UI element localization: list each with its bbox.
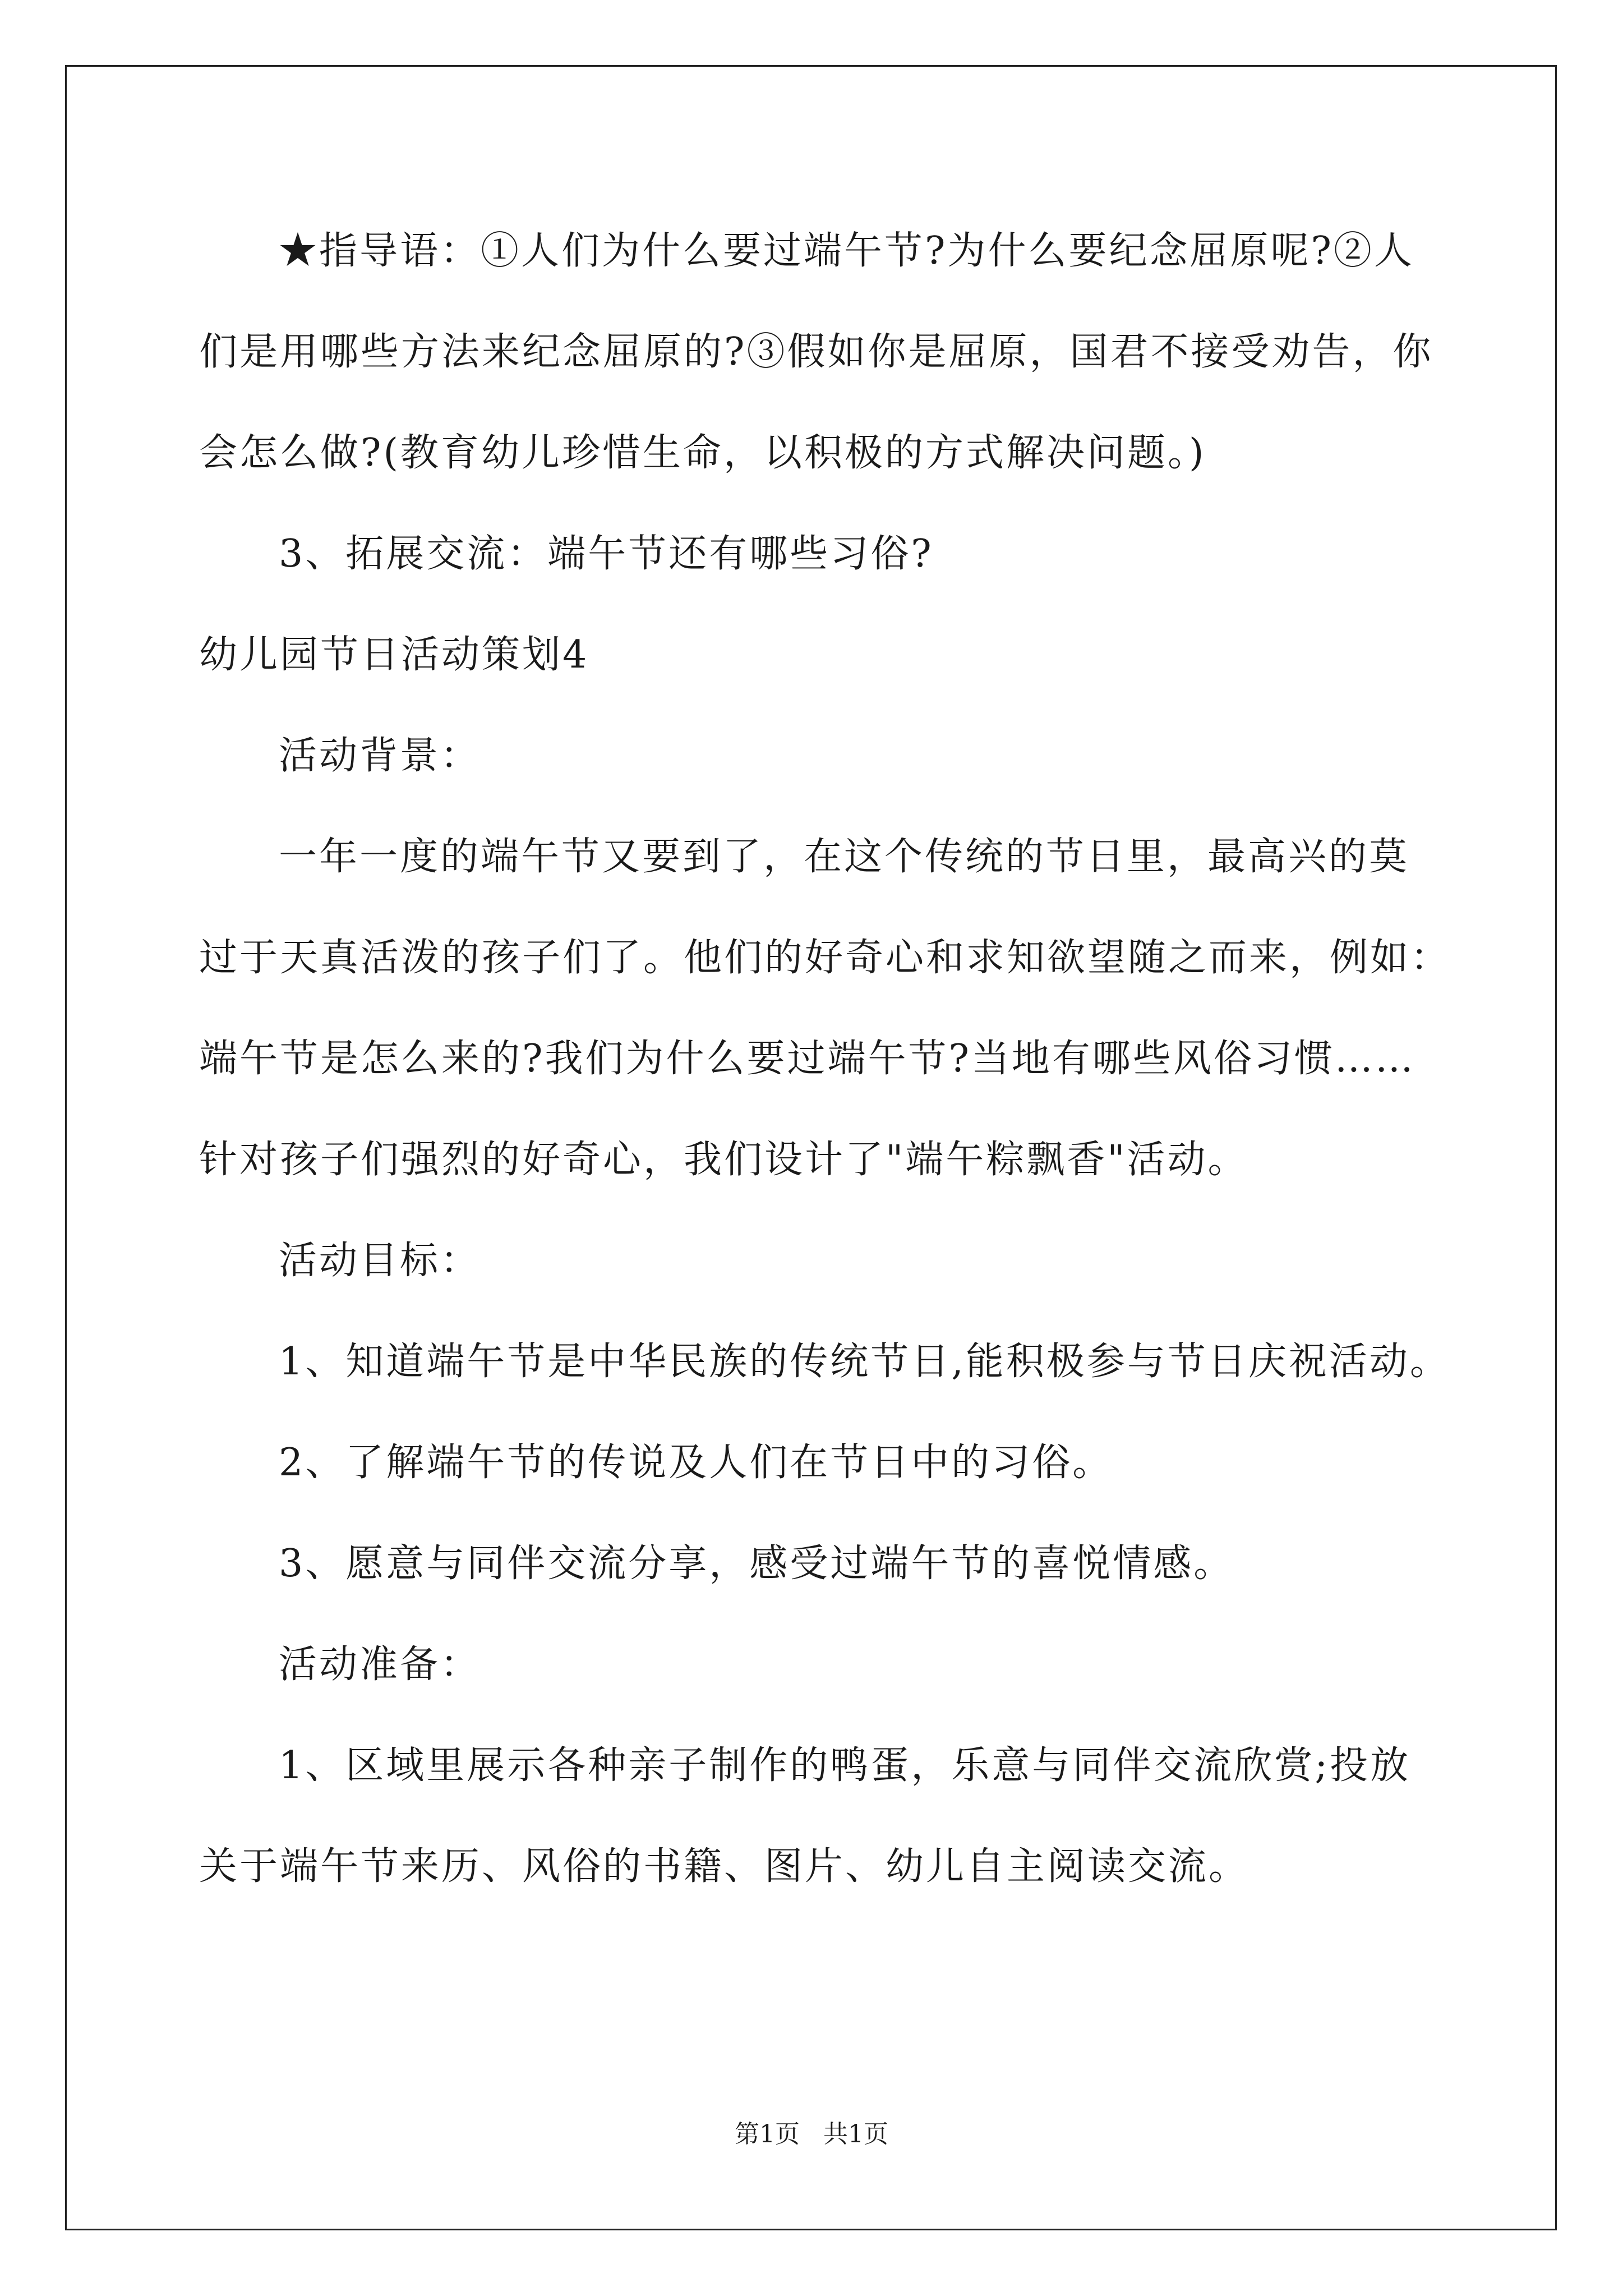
paragraph-line: 3、拓展交流：端午节还有哪些习俗? <box>279 532 934 576</box>
paragraph-line: 会怎么做?(教育幼儿珍惜生命，以积极的方式解决问题。) <box>199 431 1206 475</box>
paragraph-line: 端午节是怎么来的?我们为什么要过端午节?当地有哪些风俗习惯…… <box>199 1037 1415 1081</box>
list-item: 1、区域里展示各种亲子制作的鸭蛋，乐意与同伴交流欣赏;投放 <box>279 1743 1411 1788</box>
paragraph-line: ★指导语：①人们为什么要过端午节?为什么要纪念屈原呢?②人 <box>279 229 1414 273</box>
list-item: 3、愿意与同伴交流分享，感受过端午节的喜悦情感。 <box>279 1542 1234 1586</box>
section-heading: 幼儿园节日活动策划4 <box>199 633 589 677</box>
page-footer: 第1页 共1页 <box>735 2120 888 2148</box>
list-item: 2、了解端午节的传说及人们在节日中的习俗。 <box>279 1441 1113 1485</box>
paragraph-line: 过于天真活泼的孩子们了。他们的好奇心和求知欲望随之而来，例如： <box>199 936 1451 980</box>
paragraph-line: 一年一度的端午节又要到了，在这个传统的节日里，最高兴的莫 <box>279 835 1410 879</box>
subheading-goals: 活动目标： <box>279 1239 481 1283</box>
paragraph-line: 针对孩子们强烈的好奇心，我们设计了"端午粽飘香"活动。 <box>199 1138 1248 1182</box>
paragraph-line: 关于端午节来历、风俗的书籍、图片、幼儿自主阅读交流。 <box>199 1844 1249 1889</box>
subheading-preparation: 活动准备： <box>279 1642 481 1687</box>
paragraph-line: 们是用哪些方法来纪念屈原的?③假如你是屈原，国君不接受劝告，你 <box>199 330 1433 374</box>
list-item: 1、知道端午节是中华民族的传统节日,能积极参与节日庆祝活动。 <box>279 1340 1450 1384</box>
subheading-background: 活动背景： <box>279 734 481 778</box>
